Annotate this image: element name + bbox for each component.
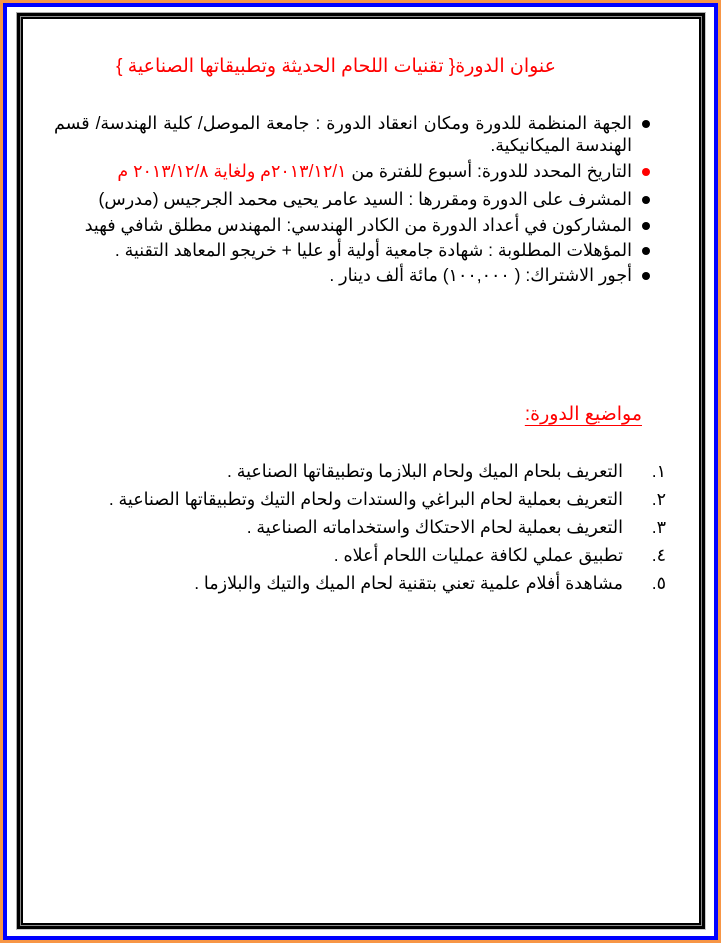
topic-text: التعريف بلحام الميك ولحام البلازما وتطبيقاتها الصناعية . xyxy=(226,461,623,481)
course-title: عنوان الدورة{ تقنيات اللحام الحديثة وتطبيقاتها الصناعية } xyxy=(116,56,556,77)
info-item-participants xyxy=(54,214,652,236)
bullet-icon xyxy=(642,247,650,255)
info-value-dates: ٢٠١٣/١٢/١م ولغاية ٢٠١٣/١٢/٨ م xyxy=(117,161,347,181)
info-label: التاريخ المحدد للدورة: أسبوع للفترة من xyxy=(346,161,632,181)
info-label: المشرف على الدورة ومقررها : xyxy=(408,189,632,209)
topics-list xyxy=(56,460,666,600)
topic-item xyxy=(56,572,666,600)
bullet-icon xyxy=(642,196,650,204)
info-item-organizer xyxy=(54,112,652,156)
info-value: السيد عامر يحيى محمد الجرجيس (مدرس) xyxy=(98,189,409,209)
topic-number: ٢. xyxy=(651,489,666,509)
info-label: الجهة المنظمة للدورة ومكان انعقاد الدورة : xyxy=(315,113,632,133)
topic-item xyxy=(56,460,666,488)
topic-number: ٥. xyxy=(651,573,666,593)
info-item-qualifications xyxy=(54,239,652,261)
info-label: المؤهلات المطلوبة : xyxy=(488,240,632,260)
info-label: أجور الاشتراك: xyxy=(525,265,632,285)
topic-number: ١. xyxy=(651,461,666,481)
info-item-fees xyxy=(54,264,652,286)
bullet-icon xyxy=(642,120,650,128)
topic-text: التعريف بعملية لحام البراغي والستدات ولحام التيك وتطبيقاتها الصناعية . xyxy=(108,489,623,509)
topic-text: التعريف بعملية لحام الاحتكاك واستخداماته الصناعية . xyxy=(246,517,623,537)
course-info-list xyxy=(54,112,652,294)
info-value: شهادة جامعية أولية أو عليا + خريجو المعاهد التقنية . xyxy=(114,240,489,260)
bullet-icon xyxy=(642,222,650,230)
topic-item xyxy=(56,544,666,572)
info-value: ( ١٠٠,٠٠٠) مائة ألف دينار . xyxy=(329,265,526,285)
topic-item xyxy=(56,516,666,544)
info-item-supervisor xyxy=(54,188,652,210)
topic-number: ٣. xyxy=(651,517,666,537)
topics-heading: مواضيع الدورة: xyxy=(524,404,642,425)
topic-text: مشاهدة أفلام علمية تعني بتقنية لحام الميك والتيك والبلازما . xyxy=(194,573,623,593)
bullet-icon xyxy=(642,272,650,280)
info-value: المهندس مطلق شافي فهيد xyxy=(84,215,287,235)
topic-number: ٤. xyxy=(651,545,666,565)
bullet-icon xyxy=(642,168,650,176)
info-value: جامعة الموصل/ كلية الهندسة/ قسم الهندسة الميكانيكية. xyxy=(54,113,632,155)
info-label: المشاركون في أعداد الدورة من الكادر الهندسي: xyxy=(286,215,632,235)
topic-text: تطبيق عملي لكافة عمليات اللحام أعلاه . xyxy=(333,545,623,565)
info-item-date xyxy=(54,160,652,182)
topic-item xyxy=(56,488,666,516)
